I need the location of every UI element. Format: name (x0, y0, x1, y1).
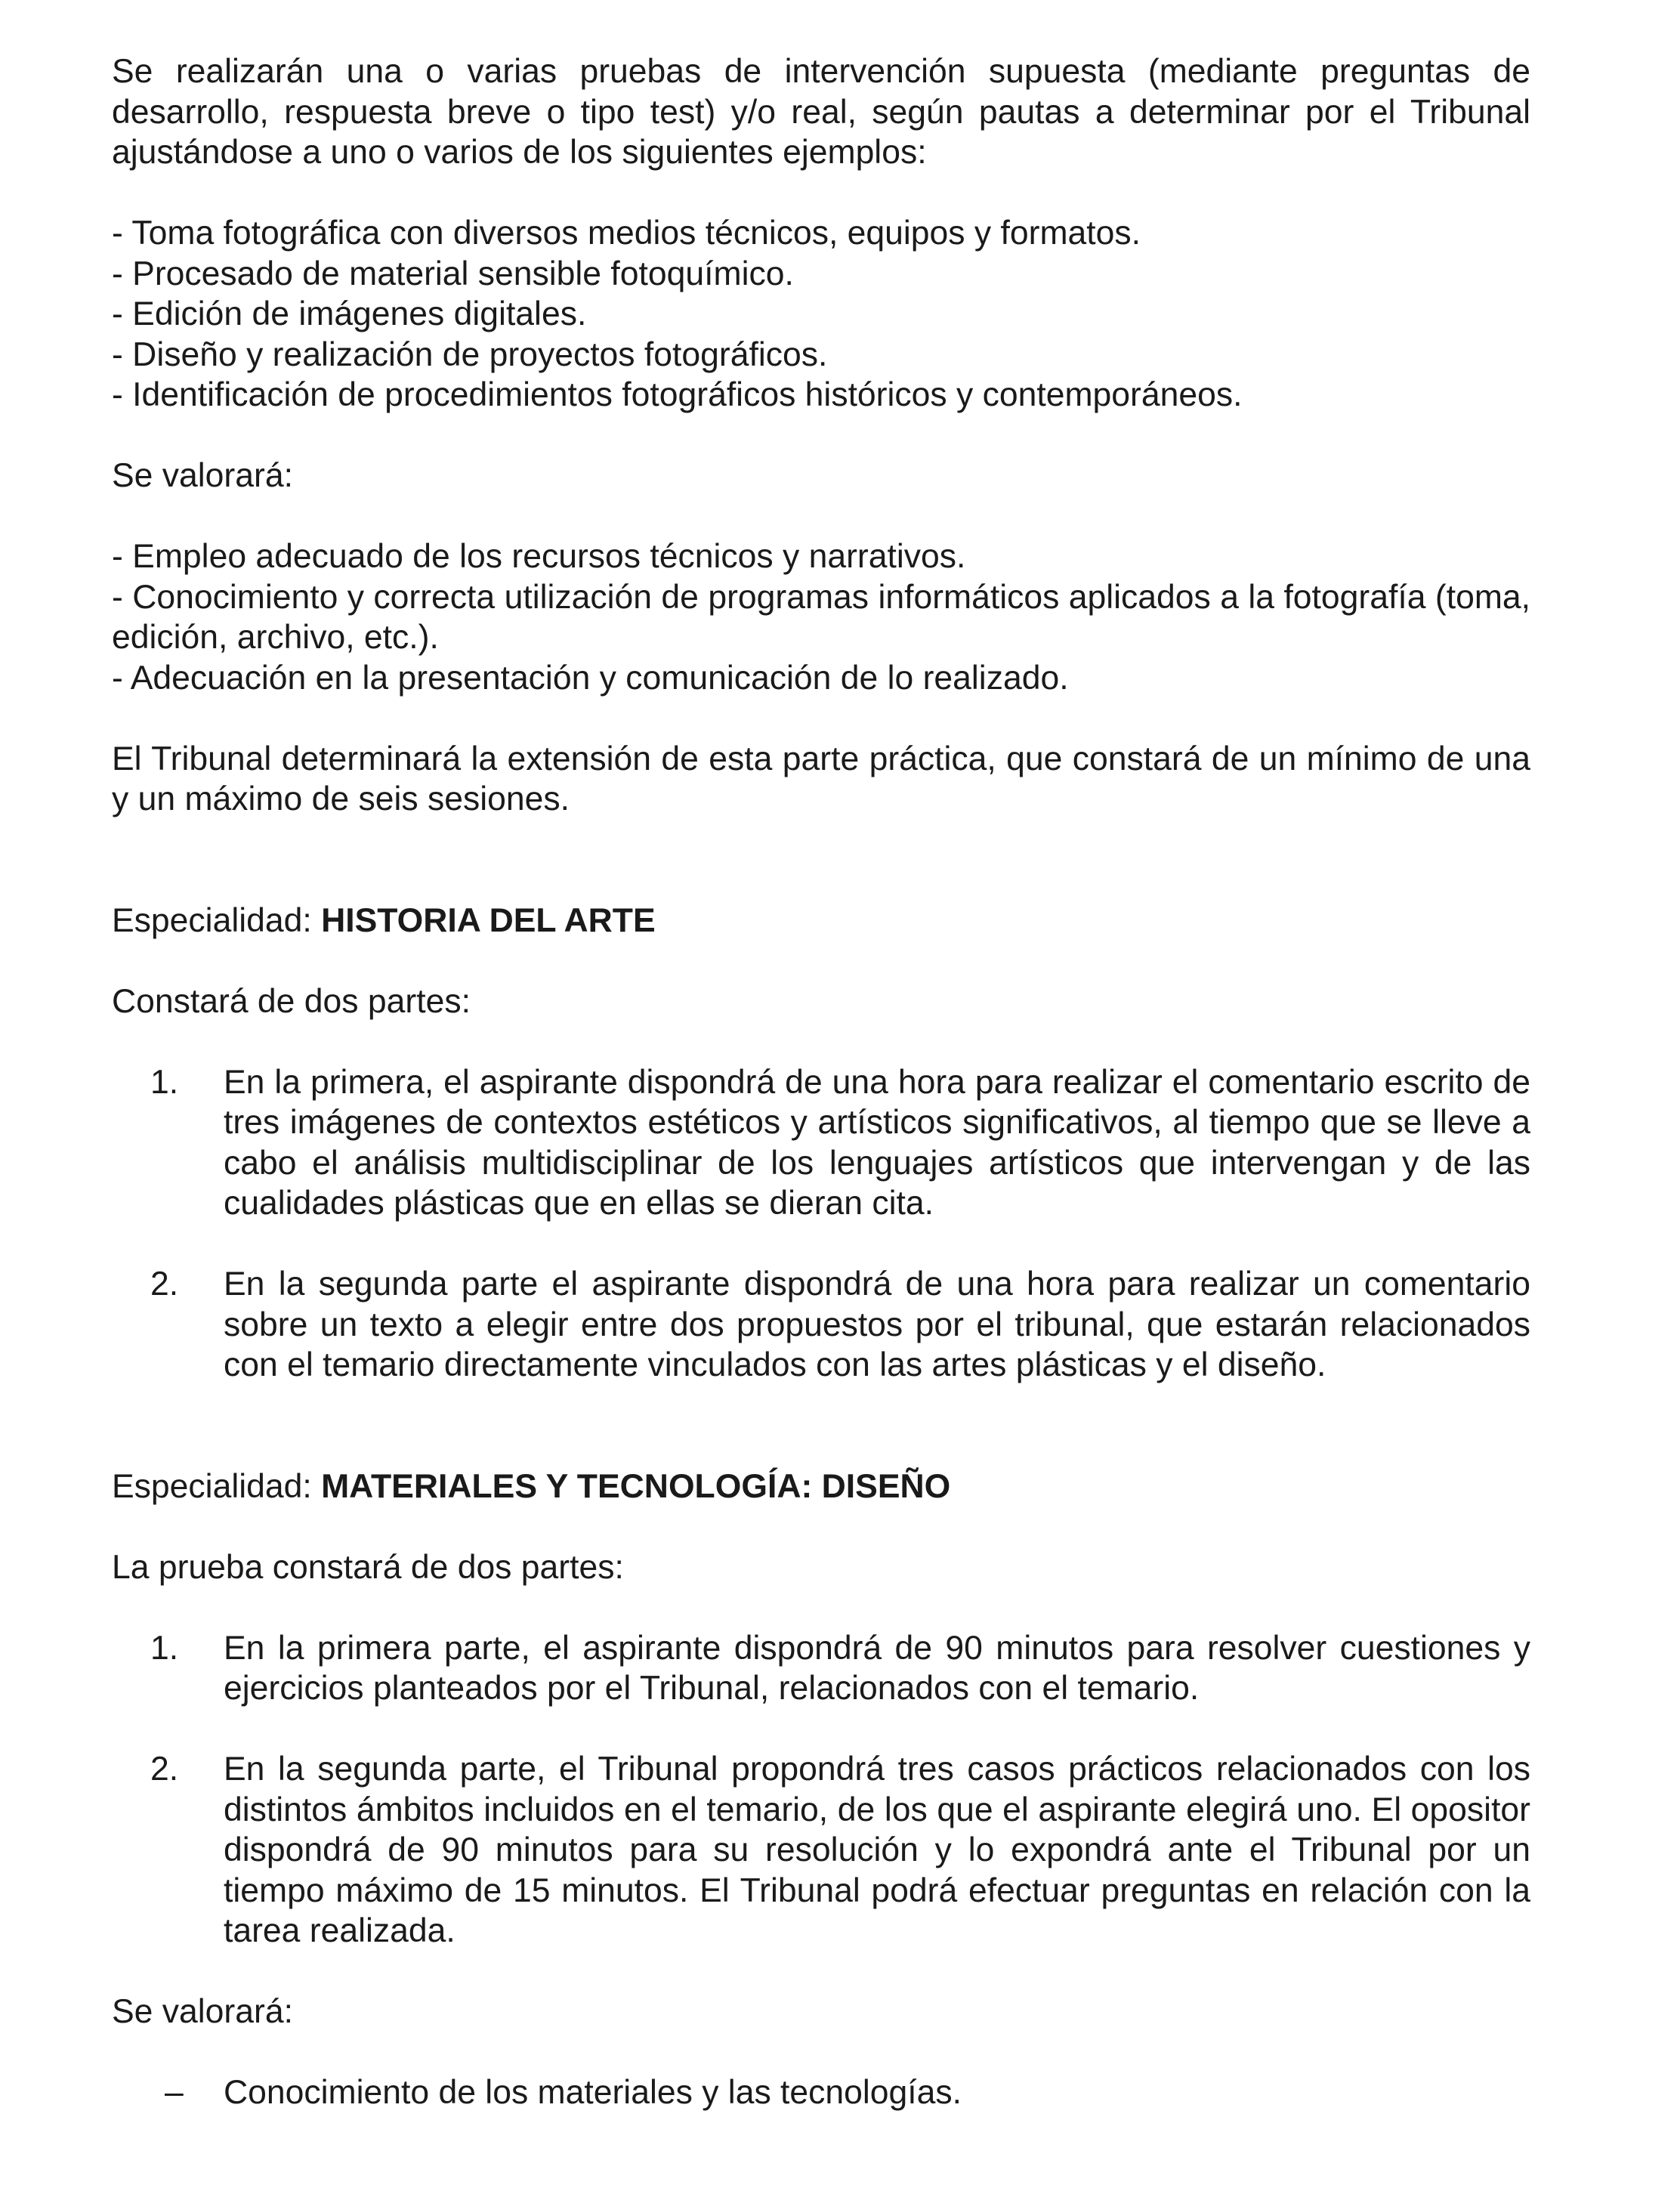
section-intro: La prueba constará de dos partes: (112, 1548, 624, 1586)
dash-item (112, 2072, 1530, 2113)
dash-bullet: – (165, 2074, 184, 2111)
item-number: 2. (150, 1266, 179, 1303)
valorara-label: Se valorará: (112, 457, 293, 494)
criteria-item: - Empleo adecuado de los recursos técnicos y narrativos. (112, 538, 966, 575)
item-number: 1. (150, 1629, 179, 1667)
item-text: En la segunda parte, el Tribunal propondrá tres casos prácticos relacionados con los distintos ámbitos incluidos en el temario, de los que el aspirante elegirá uno. El opositor dispondrá de 90 minutos para su resolución y lo expondrá ante el Tribunal por un tiempo máximo de 15 minutos. El Tribunal podrá efectuar preguntas en relación con la tarea realizada. (224, 1751, 1530, 1949)
example-item: - Procesado de material sensible fotoquímico. (112, 255, 794, 292)
example-item: - Diseño y realización de proyectos fotográficos. (112, 335, 828, 373)
section-heading-historia (112, 901, 1530, 941)
criteria-item: - Adecuación en la presentación y comunicación de lo realizado. (112, 659, 1069, 697)
item-number: 1. (150, 1063, 179, 1101)
section-intro: Constará de dos partes: (112, 982, 471, 1020)
document-page (112, 51, 1530, 2113)
section-heading-materiales (112, 1466, 1530, 1507)
numbered-item (112, 1062, 1530, 1224)
valorara-label: Se valorará: (112, 1993, 293, 2030)
heading-title: MATERIALES Y TECNOLOGÍA: DISEÑO (321, 1467, 951, 1505)
example-item: - Toma fotográfica con diversos medios técnicos, equipos y formatos. (112, 215, 1141, 252)
criteria-item: - Conocimiento y correcta utilización de programas informáticos aplicados a la fotografía (toma, edición, archivo, etc.). (112, 578, 1530, 656)
numbered-item (112, 1628, 1530, 1709)
item-text: En la primera parte, el aspirante dispondrá de 90 minutos para resolver cuestiones y ejercicios planteados por el Tribunal, relacionados con el temario. (224, 1629, 1530, 1707)
item-text: En la primera, el aspirante dispondrá de una hora para realizar el comentario escrito de tres imágenes de contextos estéticos y artísticos significativos, al tiempo que se lleve a cabo el análisis multidisciplinar de los lenguajes artísticos que intervengan y de las cualidades plásticas que en ellas se dieran cita. (224, 1063, 1530, 1222)
example-item: - Edición de imágenes digitales. (112, 295, 587, 332)
item-text: En la segunda parte el aspirante dispondrá de una hora para realizar un comentario sobre un texto a elegir entre dos propuestos por el tribunal, que estarán relacionados con el temario directamente vinculados con las artes plásticas y el diseño. (224, 1266, 1530, 1383)
intro-paragraph: Se realizarán una o varias pruebas de intervención supuesta (mediante preguntas de desarrollo, respuesta breve o tipo test) y/o real, según pautas a determinar por el Tribunal ajustándose a uno o varios de los siguientes ejemplos: (112, 53, 1530, 171)
item-text: Conocimiento de los materiales y las tecnologías. (224, 2074, 962, 2111)
heading-title: HISTORIA DEL ARTE (321, 901, 656, 939)
numbered-item (112, 1264, 1530, 1386)
heading-prefix: Especialidad: (112, 901, 322, 939)
extension-paragraph: El Tribunal determinará la extensión de esta parte práctica, que constará de un mínimo de una y un máximo de seis sesiones. (112, 740, 1530, 817)
heading-prefix: Especialidad: (112, 1467, 322, 1505)
example-item: - Identificación de procedimientos fotográficos históricos y contemporáneos. (112, 376, 1243, 413)
item-number: 2. (150, 1751, 179, 1788)
numbered-item (112, 1749, 1530, 1952)
